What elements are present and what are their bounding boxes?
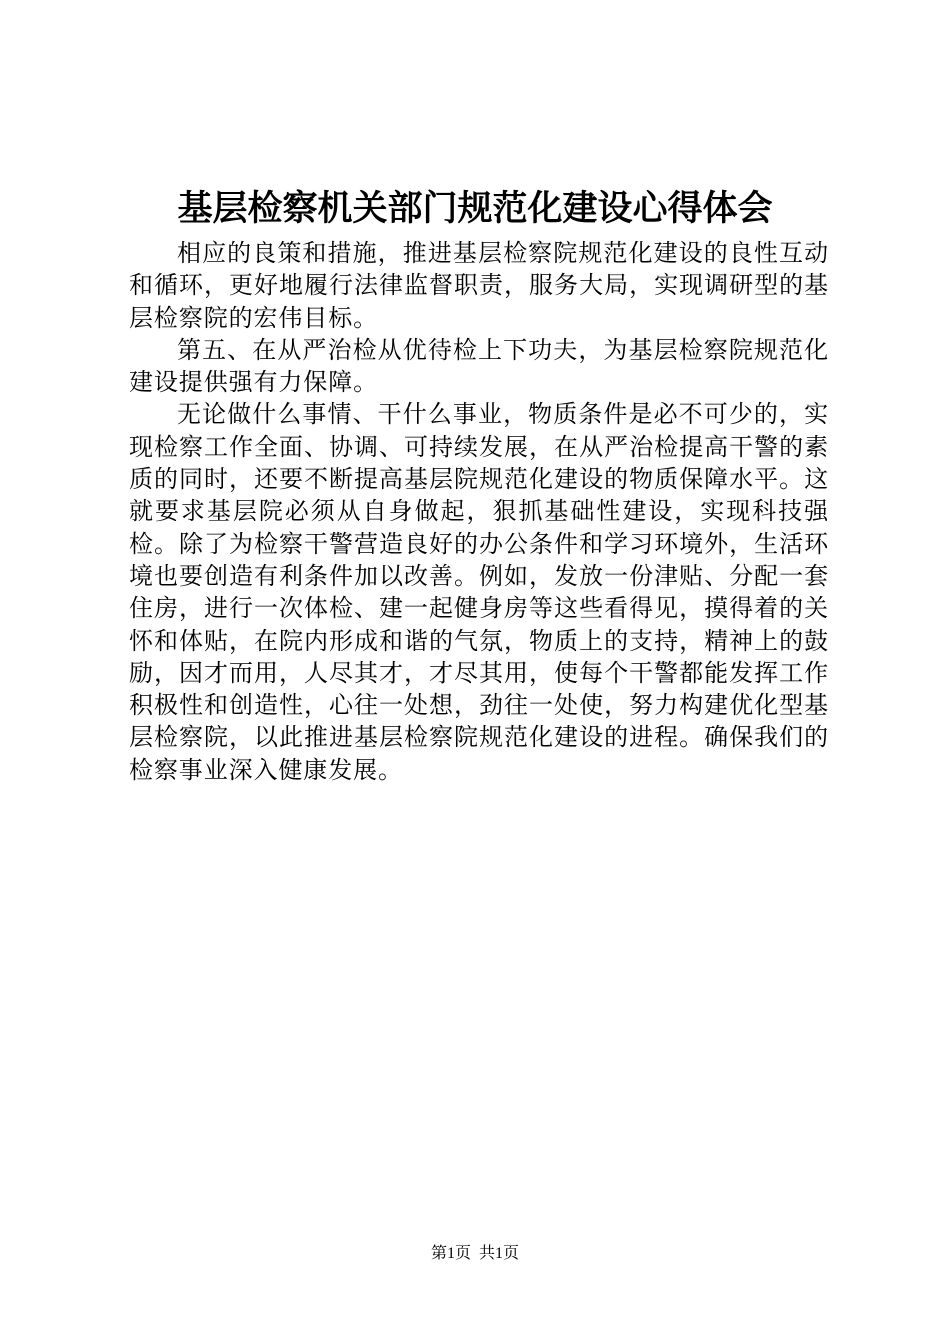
body-paragraph-3: 无论做什么事情、干什么事业，物质条件是必不可少的，实现检察工作全面、协调、可持续发展，在从严治检提高干警的素质的同时，还要不断提高基层院规范化建设的物质保障水平。这就要求基层院必须从自身做起，狠抓基础性建设，实现科技强检。除了为检察干警营造良好的办公条件和学习环境外，生活环境也要创造有利条件加以改善。例如，发放一份津贴、分配一套住房，进行一次体检、建一起健身房等这些看得见，摸得着的关怀和体贴，在院内形成和谐的气氛，物质上的支持，精神上的鼓励，因才而用，人尽其才，才尽其用，使每个干警都能发挥工作积极性和创造性，心往一处想，劲往一处使，努力构建优化型基层检察院，以此推进基层检察院规范化建设的进程。确保我们的检察事业深入健康发展。 [129,400,829,784]
page-number-current: 第1页 [430,1245,471,1262]
document-body [129,237,829,786]
document-title: 基层检察机关部门规范化建设心得体会 [177,188,773,229]
page-footer [0,1243,950,1265]
page-number-total: 共1页 [479,1245,520,1262]
body-paragraph-2: 第五、在从严治检从优待检上下功夫，为基层检察院规范化建设提供强有力保障。 [129,335,829,397]
body-paragraph-1: 相应的良策和措施，推进基层检察院规范化建设的良性互动和循环，更好地履行法律监督职责，服务大局，实现调研型的基层检察院的宏伟目标。 [129,239,829,332]
